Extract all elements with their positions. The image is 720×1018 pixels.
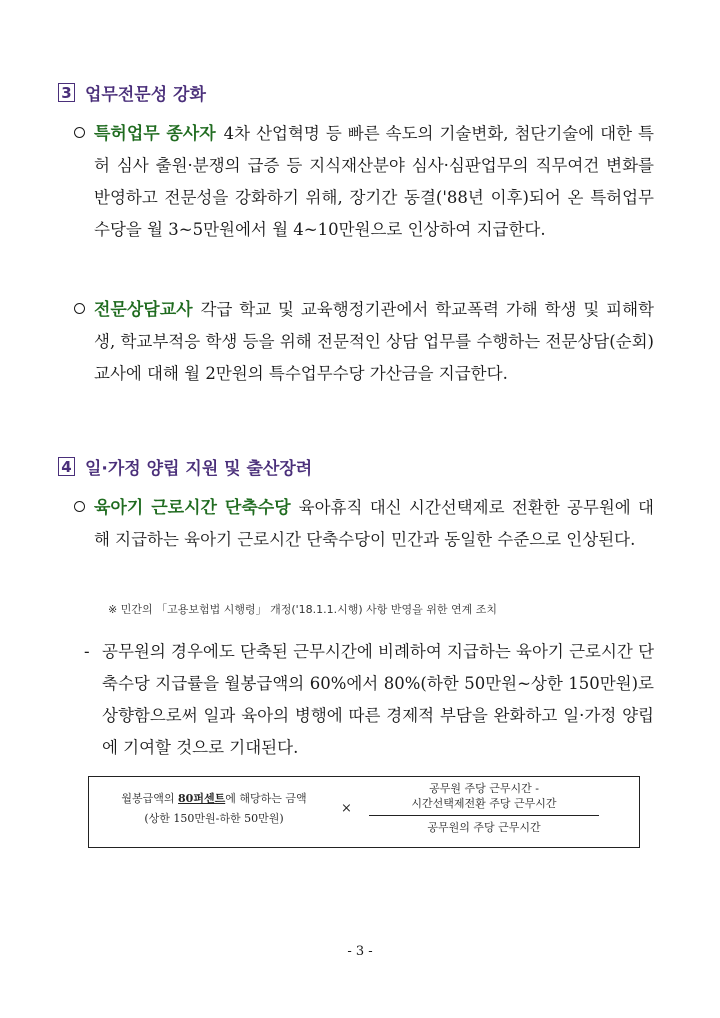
counselor-paragraph [94, 294, 654, 390]
section-3-number: 3 [58, 83, 75, 102]
numerator-line1: 공무원 주당 근무시간 - [429, 782, 539, 795]
childcare-reduction-keyword: 육아기 근로시간 단축수당 [94, 498, 291, 518]
civil-servant-paragraph: 공무원의 경우에도 단축된 근무시간에 비례하여 지급하는 육아기 근로시간 단축수당 지급률을 월봉급액의 60%에서 80%(하한 50만원~상한 150만원)로 상향함으로써 일과 육아의 병행에 따른 경제적 부담을 완화하고 일·가정 양립에 기여할 것으로 기대된다. [102, 642, 655, 757]
counselor-keyword: 전문상담교사 [94, 300, 193, 320]
numerator-line2: 시간선택제전환 주당 근무시간 [411, 797, 557, 810]
formula-box [88, 776, 640, 848]
dash-marker: - [84, 642, 90, 661]
counselor-item [74, 294, 654, 390]
formula-left-pre: 월봉급액의 [121, 792, 179, 805]
section-4-number: 4 [58, 457, 75, 476]
section-3-title: 업무전문성 강화 [85, 85, 206, 105]
patent-staff-keyword: 특허업무 종사자 [94, 124, 216, 144]
section-4-title: 일·가정 양립 지원 및 출산장려 [85, 459, 313, 479]
childcare-reduction-text: 육아휴직 대신 시간선택제로 전환한 공무원에 대해 지급하는 육아기 근로시간 단축수당이 민간과 동일한 수준으로 인상된다. [94, 498, 654, 549]
childcare-reduction-item [74, 492, 654, 556]
reference-note: ※ 민간의 「고용보험법 시행령」 개정('18.1.1.시행) 사항 반영을 위한 연계 조치 [108, 603, 498, 616]
bullet-circle-icon [74, 303, 85, 314]
civil-servant-dash-item [84, 636, 654, 764]
denominator: 공무원의 주당 근무시간 [427, 821, 541, 834]
formula-fraction [369, 781, 599, 835]
formula-left-bold: 80퍼센트 [178, 792, 226, 805]
multiply-sign: × [341, 801, 352, 816]
bullet-circle-icon [74, 501, 85, 512]
formula-left-line1 [89, 789, 339, 809]
formula-left-post: 에 해당하는 금액 [225, 792, 307, 805]
fraction-bar [369, 815, 599, 816]
formula-left-line2: (상한 150만원-하한 50만원) [144, 812, 284, 825]
section-4-heading [58, 454, 312, 479]
patent-staff-text: 4차 산업혁명 등 빠른 속도의 기술변화, 첨단기술에 대한 특허 심사 출원·분쟁의 급증 등 지식재산분야 심사·심판업무의 직무여건 변화를 반영하고 전문성을 강화하기 위해, 장기간 동결('88년 이후)되어 온 특허업무수당을 월 3~5만원에서 월 4~10만원으로 인상하여 지급한다. [94, 124, 654, 239]
bullet-circle-icon [74, 127, 85, 138]
formula-left [89, 789, 339, 829]
page-number: - 3 - [347, 944, 373, 959]
counselor-text: 각급 학교 및 교육행정기관에서 학교폭력 가해 학생 및 피해학생, 학교부적응 학생 등을 위해 전문적인 상담 업무를 수행하는 전문상담(순회)교사에 대해 월 2만원의 특수업무수당 가산금을 지급한다. [94, 300, 654, 383]
section-3-heading [58, 80, 206, 105]
patent-staff-paragraph [94, 118, 654, 246]
patent-staff-item [74, 118, 654, 246]
childcare-reduction-paragraph [94, 492, 654, 556]
